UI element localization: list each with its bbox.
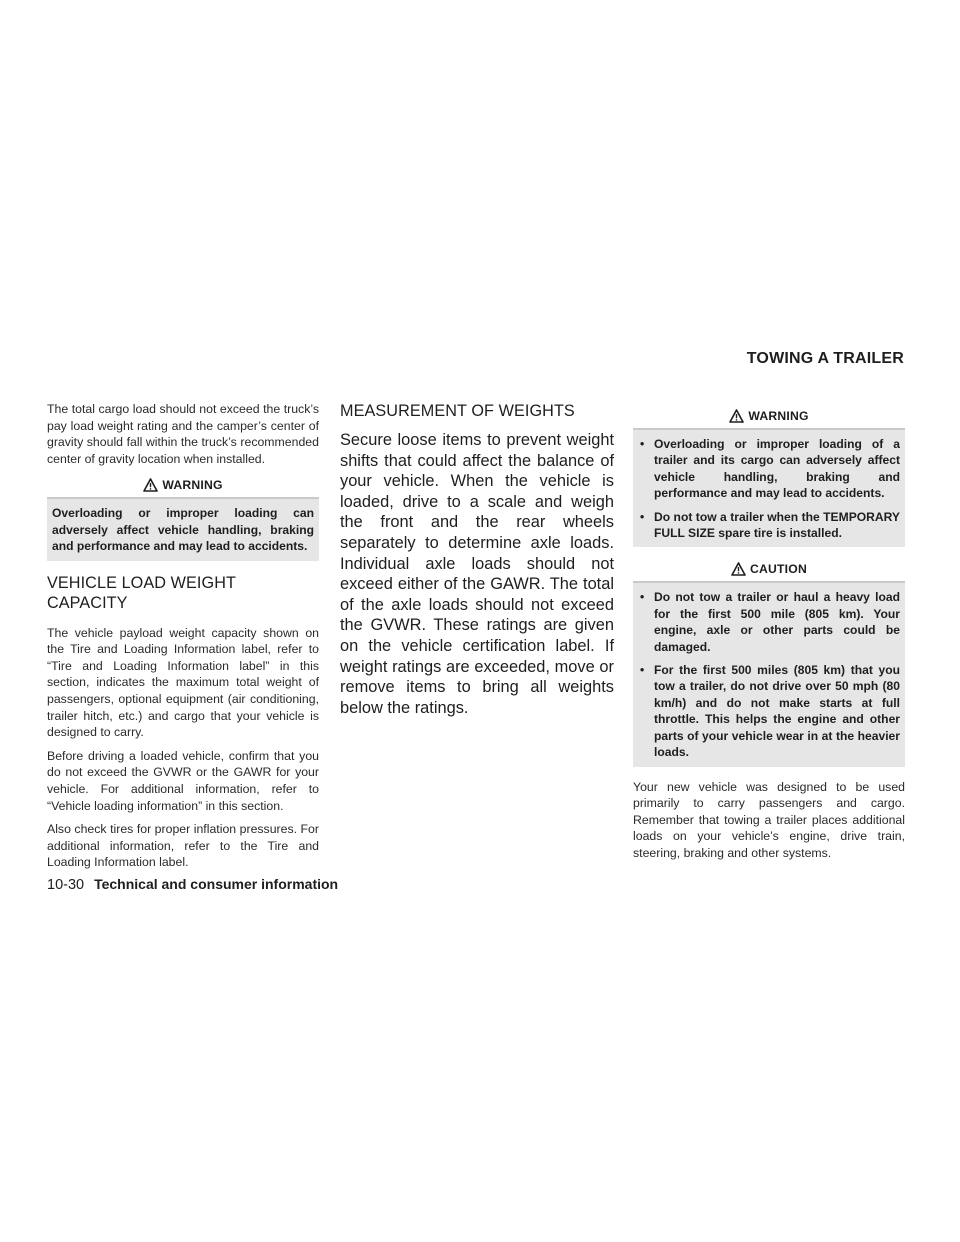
middle-column xyxy=(340,401,614,718)
list-item xyxy=(638,589,900,655)
caution-list xyxy=(638,589,900,760)
right-column xyxy=(633,401,905,868)
warning-header xyxy=(633,406,905,426)
page-footer xyxy=(47,876,338,893)
list-item-text: Do not tow a trailer or haul a heavy load for the first 500 mile (805 km). Your engine, axle or other parts could be damaged. xyxy=(654,590,900,654)
caution-triangle-icon xyxy=(731,562,746,576)
list-item-text: Overloading or improper loading of a trailer and its cargo can adversely affect vehicle handling, braking and performance and may lead to accidents. xyxy=(654,437,900,501)
warning-text: Overloading or improper loading can adversely affect vehicle handling, braking and performance and may lead to accidents. xyxy=(52,506,314,554)
warning-label: WARNING xyxy=(162,478,223,493)
body-paragraph: Before driving a loaded vehicle, confirm that you do not exceed the GVWR or the GAWR for your vehicle. For additional information, refer to “Vehicle loading information” in this section. xyxy=(47,748,319,813)
warning-body xyxy=(633,430,905,547)
towing-paragraph: Your new vehicle was designed to be used primarily to carry passengers and cargo. Remember that towing a trailer places additional loads on your vehicle’s engine, drive train, steering, braking and other systems. xyxy=(633,779,905,860)
left-column xyxy=(47,401,319,878)
list-item-text: Do not tow a trailer when the TEMPORARY FULL SIZE spare tire is installed. xyxy=(654,509,900,541)
caution-header xyxy=(633,559,905,579)
bullet: • xyxy=(640,590,645,605)
warning-body xyxy=(47,499,319,560)
warning-header xyxy=(47,475,319,495)
bullet: • xyxy=(640,509,645,524)
warning-label: WARNING xyxy=(748,409,809,423)
list-item xyxy=(638,436,900,502)
measurement-paragraph: Secure loose items to prevent weight shifts that could affect the balance of your vehicle. When the vehicle is loaded, drive to a scale and weigh the front and the rear wheels separately to determine axle loads. Individual axle loads should not exceed either of the GAWR. The total of the axle loads should not exceed the GVWR. These ratings are given on the vehicle certification label. If weight ratings are exceeded, move or remove items to bring all weights below the ratings. xyxy=(340,431,614,717)
section-title: TOWING A TRAILER xyxy=(746,350,904,367)
warning-triangle-icon xyxy=(143,478,158,492)
vehicle-load-heading: VEHICLE LOAD WEIGHT CAPACITY xyxy=(47,573,236,612)
bullet: • xyxy=(640,437,645,451)
list-item xyxy=(638,662,900,760)
caution-box xyxy=(633,559,905,766)
list-item xyxy=(638,509,900,542)
warning-triangle-icon xyxy=(729,409,744,423)
bullet: • xyxy=(640,663,645,678)
body-paragraph: The vehicle payload weight capacity shown on the Tire and Loading Information label, refer to “Tire and Loading Information label” in this section, indicates the maximum total weight of passengers, optional equipment (air conditioning, trailer hitch, etc.) and cargo that your vehicle is designed to carry. xyxy=(47,625,319,740)
list-item-text: For the first 500 miles (805 km) that you tow a trailer, do not drive over 50 mph (80 km/h) and do not make starts at full throttle. This helps the engine and other parts of your vehicle wear in at the heavier loads. xyxy=(654,663,900,760)
page-number: 10-30 xyxy=(47,877,85,893)
measurement-heading: MEASUREMENT OF WEIGHTS xyxy=(340,402,575,420)
warning-box xyxy=(47,475,319,560)
intro-paragraph: The total cargo load should not exceed the truck’s pay load weight rating and the camper’s center of gravity should fall within the truck’s recommended center of gravity location when installed. xyxy=(47,402,319,466)
caution-body xyxy=(633,583,905,766)
warning-list xyxy=(638,436,900,541)
caution-label: CAUTION xyxy=(750,562,807,577)
trailer-warning-box xyxy=(633,406,905,547)
chapter-title: Technical and consumer information xyxy=(94,876,339,892)
body-paragraph: Also check tires for proper inflation pressures. For additional information, refer to the Tire and Loading Information label. xyxy=(47,822,319,870)
